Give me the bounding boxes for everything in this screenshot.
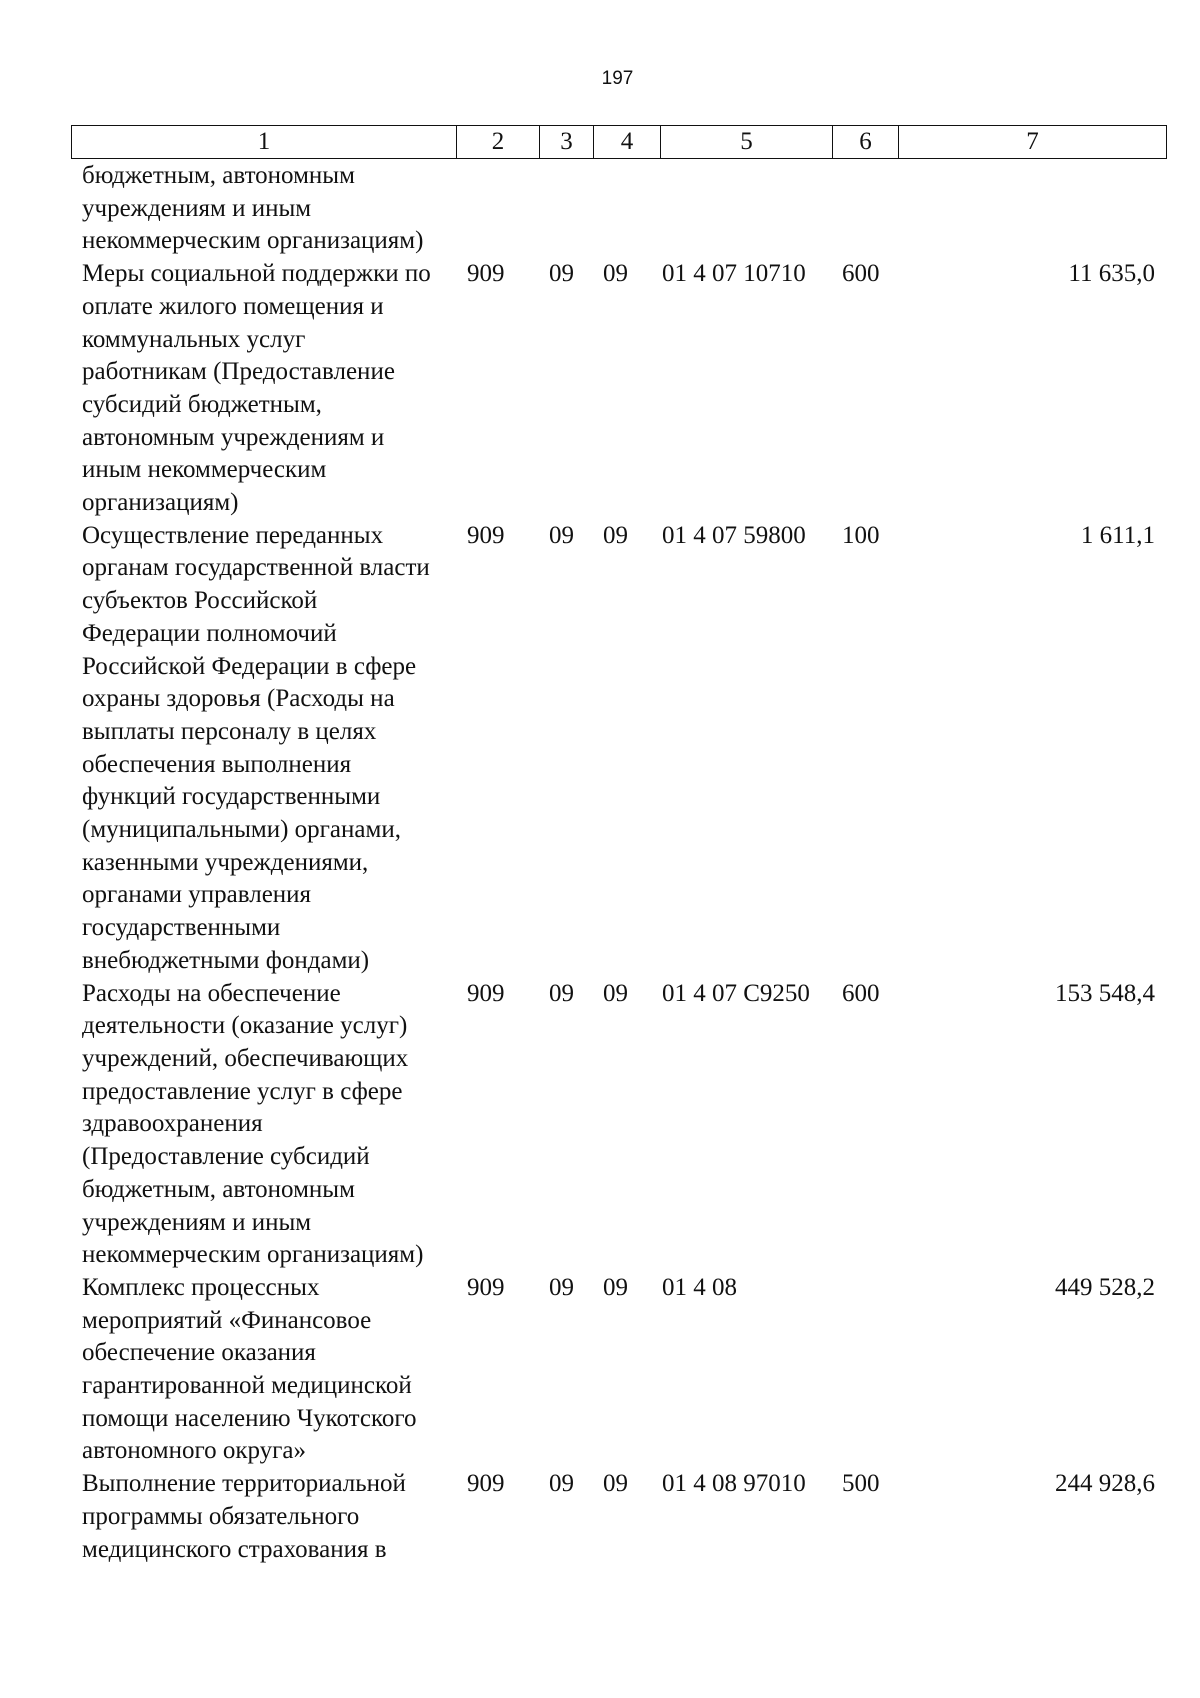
header-col-2: 2 <box>457 126 540 159</box>
row-sum: 1 611,1 <box>1080 521 1155 549</box>
header-col-6: 6 <box>833 126 899 159</box>
row-pr: 09 <box>603 1273 628 1301</box>
row-pr: 09 <box>603 1470 628 1498</box>
row-grbs: 909 <box>467 1273 505 1301</box>
row-sum: 244 928,6 <box>1055 1470 1155 1498</box>
row-csr <box>660 160 832 258</box>
header-col-7: 7 <box>899 126 1167 159</box>
header-col-3: 3 <box>540 126 594 159</box>
row-grbs: 909 <box>467 260 505 288</box>
row-csr: 01 4 07 10710 <box>662 260 806 288</box>
table-row <box>71 1272 1166 1468</box>
row-name: бюджетным, автономным учреждениям и иным некоммерческим организациям) <box>82 162 424 255</box>
page-number: 197 <box>601 68 634 89</box>
table-row <box>71 1468 1166 1566</box>
row-pr: 09 <box>603 979 628 1007</box>
row-name: Меры социальной поддержки по оплате жилого помещения и коммунальных услуг работникам (Предоставление субсидий бюджетным, автономным учреждениям и иным некоммерческим организациям) <box>82 260 431 517</box>
row-csr: 01 4 08 97010 <box>662 1470 806 1498</box>
row-name: Расходы на обеспечение деятельности (оказание услуг) учреждений, обеспечивающих предоставление услуг в сфере здравоохранения (Предоставление субсидий бюджетным, автономным учреждениям и иным некоммерческим организациям) <box>82 979 424 1269</box>
row-csr: 01 4 07 С9250 <box>662 979 810 1007</box>
row-csr: 01 4 08 <box>662 1273 737 1301</box>
row-vr <box>832 1272 898 1468</box>
row-grbs: 909 <box>467 521 505 549</box>
row-grbs <box>456 160 539 258</box>
row-name: Осуществление переданных органам государственной власти субъектов Российской Федерации полномочий Российской Федерации в сфере охраны здоровья (Расходы на выплаты персоналу в целях обеспечения выполнения функций государственными (муниципальными) органами, казенными учреждениями, органами управления государственными внебюджетными фондами) <box>82 521 430 974</box>
header-col-1: 1 <box>72 126 457 159</box>
row-vr <box>832 160 898 258</box>
row-rz: 09 <box>549 979 574 1007</box>
row-vr: 600 <box>842 260 880 288</box>
row-rz: 09 <box>549 260 574 288</box>
table-header <box>71 125 1167 159</box>
header-col-5: 5 <box>661 126 833 159</box>
row-rz <box>539 160 593 258</box>
row-name: Выполнение территориальной программы обязательного медицинского страхования в <box>82 1470 406 1563</box>
row-sum: 11 635,0 <box>1068 260 1155 288</box>
row-rz: 09 <box>549 1273 574 1301</box>
row-csr: 01 4 07 59800 <box>662 521 806 549</box>
row-name: Комплекс процессных мероприятий «Финансовое обеспечение оказания гарантированной медицинской помощи населению Чукотского автономного округа» <box>82 1273 417 1465</box>
row-vr: 600 <box>842 979 880 1007</box>
row-grbs: 909 <box>467 979 505 1007</box>
row-sum: 153 548,4 <box>1055 979 1155 1007</box>
row-vr: 100 <box>842 521 880 549</box>
table-row <box>71 978 1166 1272</box>
header-col-4: 4 <box>594 126 661 159</box>
table-row <box>71 520 1166 978</box>
row-sum <box>898 160 1166 258</box>
row-pr: 09 <box>603 521 628 549</box>
row-rz: 09 <box>549 521 574 549</box>
table-row <box>71 258 1166 520</box>
table-row <box>71 160 1166 258</box>
row-pr: 09 <box>603 260 628 288</box>
budget-table <box>71 160 1166 1566</box>
row-rz: 09 <box>549 1470 574 1498</box>
row-sum: 449 528,2 <box>1055 1273 1155 1301</box>
row-pr <box>593 160 660 258</box>
header-row <box>72 126 1167 159</box>
row-vr: 500 <box>842 1470 880 1498</box>
row-grbs: 909 <box>467 1470 505 1498</box>
